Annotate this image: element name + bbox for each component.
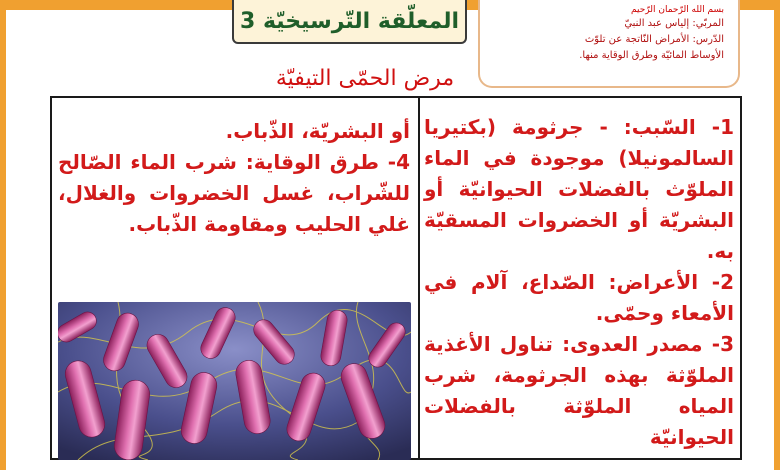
poster-title bbox=[232, 0, 467, 44]
lesson-line-2: الأوساط المائيّة وطرق الوقاية منها. bbox=[579, 50, 724, 61]
poster-title-text: المعلّقة التّرسيخيّة 3 bbox=[239, 8, 460, 34]
symptoms-paragraph: 2- الأعراض: الصّداع، آلام في الأمعاء وحمّى. bbox=[424, 270, 734, 325]
infection-source-paragraph: 3- مصدر العدوى: تناول الأغذية الملوّثة بهذه الجرثومة، شرب المياه الملوّثة بالفضلات الحيوانيّة bbox=[424, 332, 734, 449]
right-column bbox=[420, 98, 740, 458]
disease-title: مرض الحمّى التيفيّة bbox=[275, 66, 455, 91]
cause-paragraph: 1- السّبب: - جرثومة (بكتيريا السالمونيلا) موجودة في الماء الملوّث بالفضلات الحيوانيّة أو البشريّة أو الخضروات المسقيّة به. bbox=[424, 115, 734, 263]
bacteria-image bbox=[58, 302, 411, 460]
bismillah: بسم الله الرّحمان الرّحيم bbox=[631, 5, 724, 15]
infection-source-continued: أو البشريّة، الذّباب. bbox=[225, 119, 410, 143]
content-table bbox=[50, 96, 742, 460]
right-frame-edge bbox=[774, 0, 780, 470]
left-frame-edge bbox=[0, 0, 6, 470]
lesson-line-1: الدّرس: الأمراض النّاتجة عن تلوّث bbox=[584, 34, 724, 45]
prevention-paragraph: 4- طرق الوقاية: شرب الماء الصّالح للشّراب، غسل الخضروات والغلال، غلي الحليب ومقاومة الذّباب. bbox=[58, 150, 410, 236]
salmonella-bacteria-illustration bbox=[58, 302, 411, 460]
teacher-name: المربّي: إلياس عبد النبيّ bbox=[624, 18, 724, 29]
